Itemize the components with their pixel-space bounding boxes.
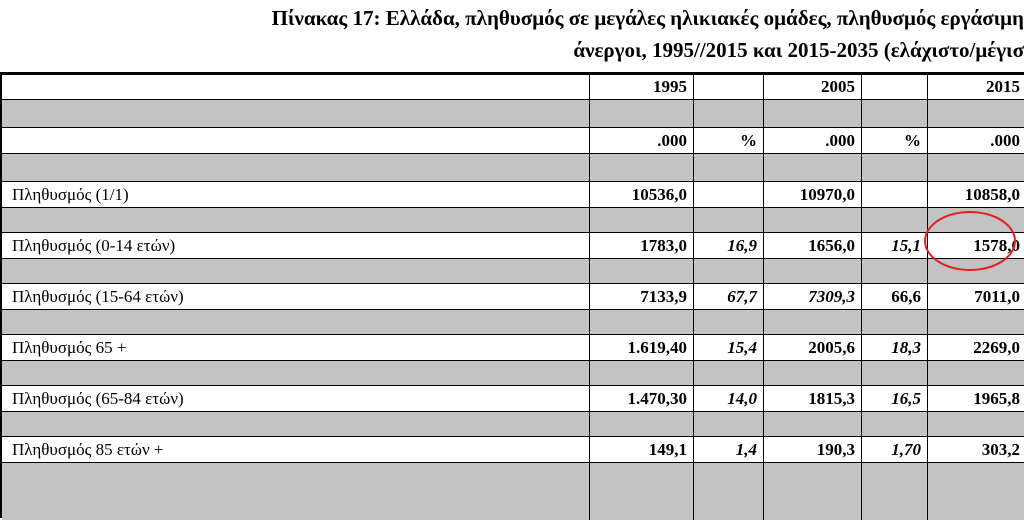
value-2005: 1815,3: [763, 386, 861, 411]
value-2015: 1578,0: [927, 233, 1024, 258]
year-1995-pct-blank: [693, 75, 763, 99]
value-2015: 7011,0: [927, 284, 1024, 309]
row-label: Πληθυσμός 65 +: [12, 337, 127, 357]
value-1995: 10536,0: [589, 182, 693, 207]
unit-thousands: .000: [927, 128, 1024, 153]
population-table: [0, 72, 1024, 518]
value-2005: 7309,3: [763, 284, 861, 309]
year-2005: 2005: [763, 75, 861, 99]
value-1995: 7133,9: [589, 284, 693, 309]
row-label: Πληθυσμός (15-64 ετών): [12, 286, 184, 306]
percent-2005: 16,5: [861, 386, 927, 411]
year-header-row: [2, 74, 1024, 100]
percent-1995: 1,4: [693, 437, 763, 462]
table-row: [2, 283, 1024, 310]
value-2005: 1656,0: [763, 233, 861, 258]
table-row: [2, 385, 1024, 412]
row-label: Πληθυσμός (0-14 ετών): [12, 235, 176, 255]
spacer-row: [2, 100, 1024, 127]
percent-2005: [861, 182, 927, 207]
spacer-row: [2, 310, 1024, 334]
table-row: [2, 334, 1024, 361]
value-2015: 10858,0: [927, 182, 1024, 207]
year-2015: 2015: [927, 75, 1024, 99]
unit-percent: %: [693, 128, 763, 153]
year-2005-pct-blank: [861, 75, 927, 99]
unit-thousands: .000: [589, 128, 693, 153]
percent-1995: 15,4: [693, 335, 763, 360]
unit-percent: %: [861, 128, 927, 153]
row-label: Πληθυσμός 85 ετών +: [12, 439, 164, 459]
row-label: Πληθυσμός (65-84 ετών): [12, 388, 184, 408]
value-1995: 1783,0: [589, 233, 693, 258]
percent-1995: [693, 182, 763, 207]
unit-thousands: .000: [763, 128, 861, 153]
percent-1995: 67,7: [693, 284, 763, 309]
percent-2005: 1,70: [861, 437, 927, 462]
percent-1995: 16,9: [693, 233, 763, 258]
table-title-line-1: Πίνακας 17: Ελλάδα, πληθυσμός σε μεγάλες ηλικιακές ομάδες, πληθυσμός εργάσιμη: [271, 6, 1024, 30]
value-2005: 2005,6: [763, 335, 861, 360]
value-2015: 303,2: [927, 437, 1024, 462]
percent-2005: 15,1: [861, 233, 927, 258]
spacer-row: [2, 412, 1024, 436]
percent-2005: 66,6: [861, 284, 927, 309]
table-row: [2, 232, 1024, 259]
value-2005: 190,3: [763, 437, 861, 462]
red-highlight-circle: [924, 211, 1016, 271]
value-2015: 1965,8: [927, 386, 1024, 411]
value-1995: 1.470,30: [589, 386, 693, 411]
percent-1995: 14,0: [693, 386, 763, 411]
header-label-cell: [2, 75, 589, 99]
table-row: [2, 181, 1024, 208]
percent-2005: 18,3: [861, 335, 927, 360]
table-title-line-2: άνεργοι, 1995//2015 και 2015-2035 (ελάχιστο/μέγισ: [573, 38, 1024, 62]
table-row: [2, 436, 1024, 463]
value-2015: 2269,0: [927, 335, 1024, 360]
spacer-row: [2, 208, 1024, 232]
row-label: Πληθυσμός (1/1): [12, 184, 129, 204]
spacer-row: [2, 154, 1024, 181]
spacer-row: [2, 463, 1024, 520]
spacer-row: [2, 259, 1024, 283]
spacer-row: [2, 361, 1024, 385]
unit-header-row: [2, 127, 1024, 154]
value-1995: 149,1: [589, 437, 693, 462]
value-1995: 1.619,40: [589, 335, 693, 360]
year-1995: 1995: [589, 75, 693, 99]
value-2005: 10970,0: [763, 182, 861, 207]
